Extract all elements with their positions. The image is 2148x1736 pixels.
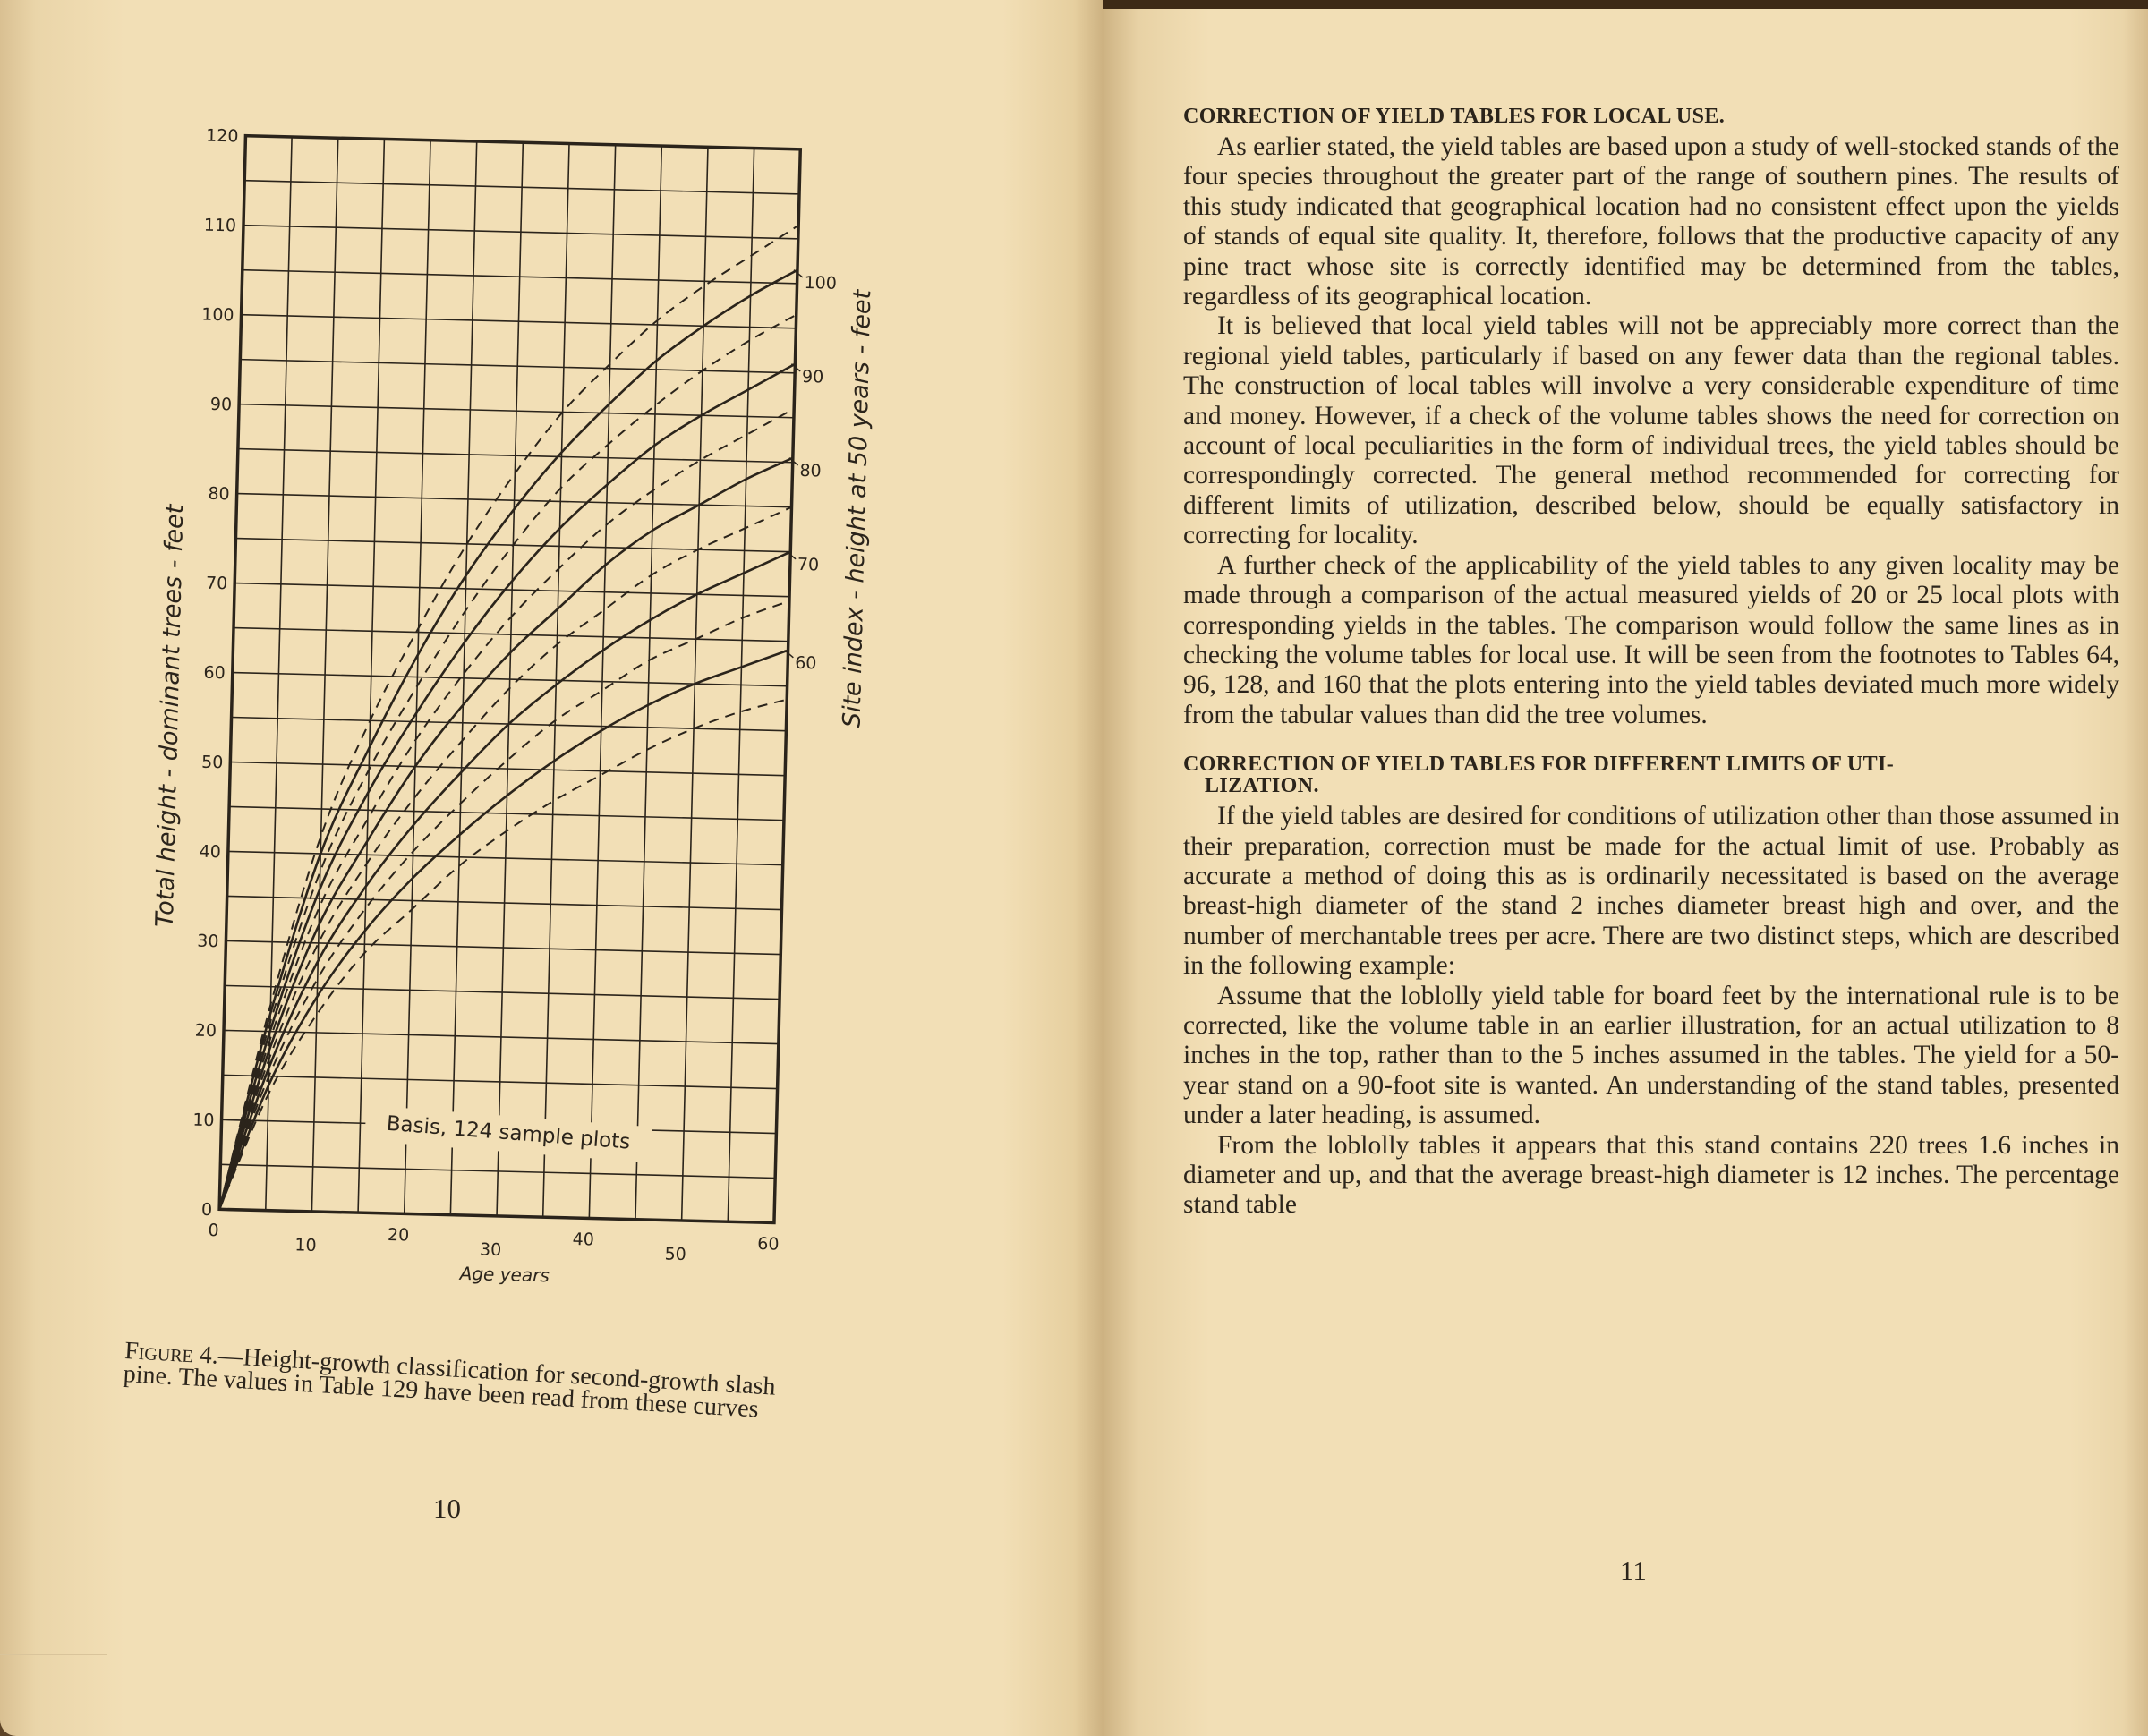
site-index-label: 80	[799, 460, 822, 481]
site-index-label: 70	[797, 554, 820, 575]
y-axis-label: Total height - dominant trees - feet	[150, 504, 190, 928]
y-tick-label: 10	[192, 1110, 215, 1131]
heading-line: CORRECTION OF YIELD TABLES FOR DIFFERENT LIMITS OF UTI-	[1183, 753, 1895, 777]
site-index-label: 60	[794, 652, 817, 674]
section-heading-utilization	[1183, 753, 2119, 796]
y-tick-label: 0	[200, 1199, 213, 1221]
secondary-y-axis-label: Site index - height at 50 years - feet	[838, 289, 877, 728]
site-index-label: 90	[801, 366, 824, 387]
paragraph: Assume that the loblolly yield table for board feet by the international rule is to be corrected, like the volume table in an earlier illustration, for an actual utilization to 8 inches in the top, rather than to the 5 inches assumed in the tables. The yield for a 50-year stand on a 90-foot site is wanted. An understanding of the stand tables, presented under a later heading, is assumed.	[1183, 981, 2119, 1130]
x-tick-label: 0	[208, 1221, 219, 1241]
paragraph: A further check of the applicability of the yield tables to any given locality may be made through a comparison of the actual measured yields of 20 or 25 local plots with corresponding yields in the tables. The comparison would follow the same lines as in checking the volume tables for local use. It will be seen from the footnotes to Tables 64, 96, 128, and 160 that the plots entering into the yield tables deviated much more widely from the tabular values than did the tree volumes.	[1183, 550, 2119, 729]
paragraph: It is believed that local yield tables will not be appreciably more correct than the regional yield tables, particularly if based on any fewer data than the regional tables. The construction of local tables will involve a very considerable expenditure of time and money. However, if a check of the volume tables shows the need for correction on account of local peculiarities in the form of individual trees, the yield tables should be correspondingly corrected. The general method recommended for correcting for different limits of utilization, described below, should be equally satisfactory in correcting for locality.	[1183, 311, 2119, 550]
right-page-text	[1183, 106, 2119, 1221]
y-tick-label: 110	[203, 215, 237, 236]
page-edge	[0, 1654, 107, 1709]
page-number-left: 10	[433, 1493, 461, 1524]
basis-annotation: Basis, 124 sample plots	[385, 1111, 632, 1154]
y-tick-label: 30	[196, 931, 219, 952]
y-tick-label: 80	[208, 483, 230, 505]
y-tick-label: 50	[200, 752, 224, 773]
y-tick-label: 70	[205, 573, 228, 594]
heading-line: LIZATION.	[1205, 774, 1319, 798]
y-tick-label: 40	[199, 841, 222, 863]
figure-caption-text: —Height-growth classification for second-growth slash pine. The values in Table 129 have been read from these curves	[122, 1341, 777, 1424]
x-tick-label: 50	[664, 1244, 687, 1265]
y-tick-label: 60	[203, 662, 226, 684]
x-tick-label: 20	[387, 1224, 410, 1246]
paragraph: As earlier stated, the yield tables are based upon a study of well-stocked stands of the four species throughout the greater part of the range of southern pines. The results of this study indicated that geographical location had no consistent effect upon the yields of stands of equal site quality. It, therefore, follows that the productive capacity of any pine tract whose site is correctly identified may be determined from the tables, regardless of its geographical location.	[1183, 132, 2119, 311]
y-tick-label: 100	[201, 304, 234, 326]
x-tick-label: 60	[756, 1234, 780, 1255]
y-tick-label: 20	[194, 1020, 217, 1042]
height-growth-chart	[134, 98, 877, 1298]
section-heading-local-use: CORRECTION OF YIELD TABLES FOR LOCAL USE.	[1183, 105, 1726, 128]
x-tick-label: 30	[479, 1239, 502, 1261]
figure-caption	[122, 1337, 831, 1425]
x-axis-label: Age years	[459, 1262, 550, 1287]
y-tick-label: 120	[205, 125, 239, 147]
site-index-label: 100	[804, 273, 838, 294]
paragraph: From the loblolly tables it appears that this stand contains 220 trees 1.6 inches in diameter and up, and that the average breast-high diameter is 12 inches. The percentage stand table	[1183, 1130, 2119, 1220]
x-tick-label: 40	[572, 1229, 595, 1250]
y-tick-label: 90	[209, 394, 233, 415]
x-tick-label: 10	[294, 1235, 317, 1256]
paragraph: If the yield tables are desired for conditions of utilization other than those assumed in their preparation, correction must be made for the actual limit of use. Probably as accurate a method of doing this as is ordinarily necessitated is based on the average breast-high diameter of the stand 2 inches diameter breast high and over, and the number of merchantable trees per acre. There are two distinct steps, which are described in the following example:	[1183, 802, 2119, 981]
page-number-right: 11	[1620, 1555, 1647, 1587]
figure-caption-label: Figure 4.	[124, 1337, 219, 1370]
